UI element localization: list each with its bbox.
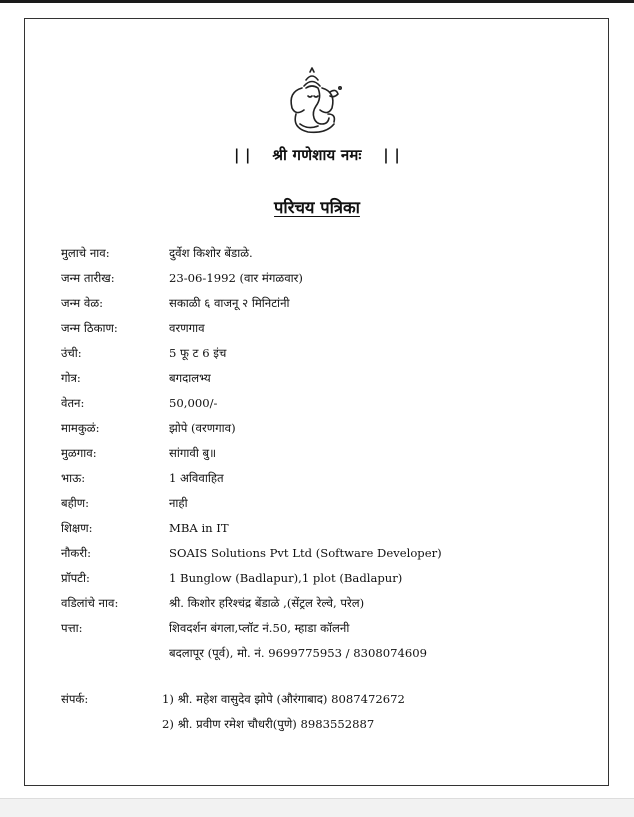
- detail-value: नाही: [169, 496, 188, 510]
- detail-value: SOAIS Solutions Pvt Ltd (Software Developer): [169, 546, 442, 560]
- detail-value: 50,000/-: [169, 396, 218, 410]
- detail-label: जन्म वेळ:: [61, 296, 104, 310]
- detail-label: मामकुळं:: [61, 421, 100, 435]
- detail-label: प्रॉपटी:: [61, 571, 90, 585]
- invocation-line: [0, 145, 634, 165]
- detail-value: 5 फू ट 6 इंच: [169, 346, 227, 360]
- detail-label: जन्म ठिकाण:: [61, 321, 118, 335]
- detail-label: मुळगाव:: [61, 446, 97, 460]
- invocation-left-marks: | |: [233, 146, 251, 164]
- invocation-text: श्री गणेशाय नमः: [272, 146, 362, 164]
- detail-label: पत्ता:: [61, 621, 83, 635]
- detail-value: दुर्वेश किशोर बेंडाळे.: [169, 246, 253, 260]
- detail-label: शिक्षण:: [61, 521, 93, 535]
- page-title: परिचय पत्रिका: [274, 198, 360, 217]
- detail-value: बदलापूर (पूर्व), मो. नं. 9699775953 / 8308074609: [169, 646, 428, 660]
- detail-value: श्री. किशोर हरिश्चंद्र बेंडाळे ,(सेंट्रल रेल्वे, परेल): [169, 596, 365, 610]
- detail-value: सकाळी ६ वाजनू २ मिनिटांनी: [169, 296, 290, 310]
- detail-value: शिवदर्शन बंगला,प्लॉट नं.50, म्हाडा कॉलनी: [169, 621, 350, 635]
- detail-label: भाऊ:: [61, 471, 86, 485]
- top-edge: [0, 0, 634, 3]
- detail-label: गोत्र:: [61, 371, 81, 385]
- detail-label: वेतन:: [61, 396, 85, 410]
- ganesha-icon: [270, 66, 354, 138]
- detail-label: बहीण:: [61, 496, 90, 510]
- detail-value: 23-06-1992 (वार मंगळवार): [169, 271, 303, 285]
- bottom-edge: [0, 798, 634, 817]
- detail-label: उंची:: [61, 346, 82, 360]
- contact-item: 2) श्री. प्रवीण रमेश चौधरी(पुणे) 8983552887: [162, 717, 375, 731]
- detail-value: वरणगाव: [169, 321, 205, 335]
- detail-value: सांगावी बु॥: [169, 446, 217, 460]
- detail-value: MBA in IT: [169, 521, 229, 535]
- detail-label: मुलाचे नाव:: [61, 246, 110, 260]
- detail-value: 1 Bunglow (Badlapur),1 plot (Badlapur): [169, 571, 403, 585]
- detail-label: नौकरी:: [61, 546, 91, 560]
- detail-value: बगदालभ्य: [169, 371, 211, 385]
- detail-value: 1 अविवाहित: [169, 471, 224, 485]
- invocation-right-marks: | |: [383, 146, 401, 164]
- detail-label: जन्म तारीख:: [61, 271, 115, 285]
- detail-label: वडिलांचे नाव:: [61, 596, 119, 610]
- detail-value: झोपे (वरणगाव): [169, 421, 236, 435]
- contact-item: 1) श्री. महेश वासुदेव झोपे (औरंगाबाद) 8087472672: [162, 692, 405, 706]
- contact-label: संपर्क:: [61, 692, 89, 706]
